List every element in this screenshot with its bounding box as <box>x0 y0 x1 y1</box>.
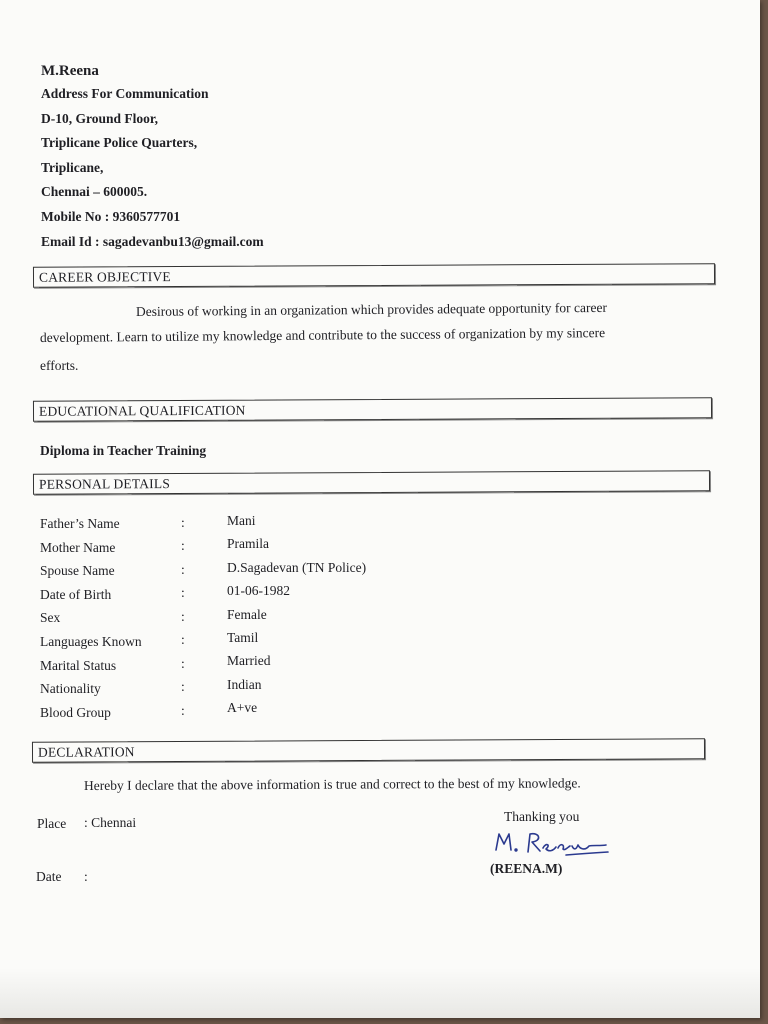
place-label: Place <box>37 816 67 831</box>
address-city: Chennai – 600005. <box>41 184 148 200</box>
declaration-heading <box>32 738 705 763</box>
career-objective-line-1: Desirous of working in an organization which provides adequate opportunity for career <box>135 299 608 319</box>
personal-detail-value: D.Sagadevan (TN Police) <box>227 559 367 575</box>
personal-detail-colon: : <box>181 561 185 577</box>
personal-detail-value: Mani <box>227 513 256 528</box>
personal-details-heading-text: PERSONAL DETAILS <box>38 476 171 492</box>
personal-detail-colon: : <box>181 679 185 695</box>
declaration-heading-text: DECLARATION <box>37 744 135 760</box>
personal-detail-value: Indian <box>227 676 262 692</box>
personal-detail-label: Date of Birth <box>40 586 112 602</box>
address-line-3: Triplicane, <box>41 159 104 175</box>
contact-block <box>41 60 264 254</box>
personal-detail-label: Languages Known <box>40 634 142 649</box>
date-value: : <box>84 869 88 884</box>
personal-detail-colon: : <box>181 515 185 530</box>
personal-detail-colon: : <box>181 655 185 671</box>
personal-detail-colon: : <box>181 608 185 624</box>
education-item: Diploma in Teacher Training <box>40 443 207 458</box>
career-objective-heading-text: CAREER OBJECTIVE <box>38 269 171 285</box>
address-heading: Address For Communication <box>41 86 209 101</box>
personal-detail-label: Marital Status <box>40 657 117 673</box>
personal-detail-value: Tamil <box>227 629 259 645</box>
personal-detail-label: Blood Group <box>40 704 111 720</box>
place-value: : Chennai <box>84 815 137 830</box>
address-line-1: D-10, Ground Floor, <box>41 110 159 126</box>
declaration-text: Hereby I declare that the above information is true and correct to the best of my knowledge. <box>83 775 581 793</box>
personal-detail-colon: : <box>181 538 185 554</box>
address-line-2: Triplicane Police Quarters, <box>41 135 198 151</box>
personal-detail-label: Sex <box>40 610 61 626</box>
personal-detail-label: Father’s Name <box>40 516 120 531</box>
signatory-name: (REENA.M) <box>490 861 563 876</box>
personal-detail-colon: : <box>181 702 185 718</box>
mobile-number: Mobile No : 9360577701 <box>41 208 181 224</box>
personal-detail-value: 01-06-1982 <box>227 583 290 599</box>
personal-detail-value: A+ve <box>227 700 258 716</box>
signature-image <box>490 828 615 864</box>
personal-detail-value: Female <box>227 606 267 622</box>
personal-detail-label: Nationality <box>40 681 101 697</box>
personal-detail-value: Pramila <box>227 536 269 552</box>
personal-detail-label: Mother Name <box>40 539 116 555</box>
career-objective-heading <box>33 263 715 288</box>
career-objective-line-3: efforts. <box>40 358 79 373</box>
date-label: Date <box>36 869 62 884</box>
email-id: Email Id : sagadevanbu13@gmail.com <box>41 233 264 249</box>
education-heading <box>33 397 712 422</box>
personal-detail-colon: : <box>181 585 185 601</box>
personal-detail-label: Spouse Name <box>40 563 115 579</box>
personal-detail-value: Married <box>227 653 271 669</box>
thanking-you: Thanking you <box>504 809 580 824</box>
applicant-name: M.Reena <box>41 63 99 79</box>
personal-detail-colon: : <box>181 632 185 648</box>
career-objective-line-2: development. Learn to utilize my knowledge and contribute to the success of organization by my sincere <box>39 325 606 345</box>
education-heading-text: EDUCATIONAL QUALIFICATION <box>38 402 246 419</box>
personal-details-heading <box>33 470 710 495</box>
